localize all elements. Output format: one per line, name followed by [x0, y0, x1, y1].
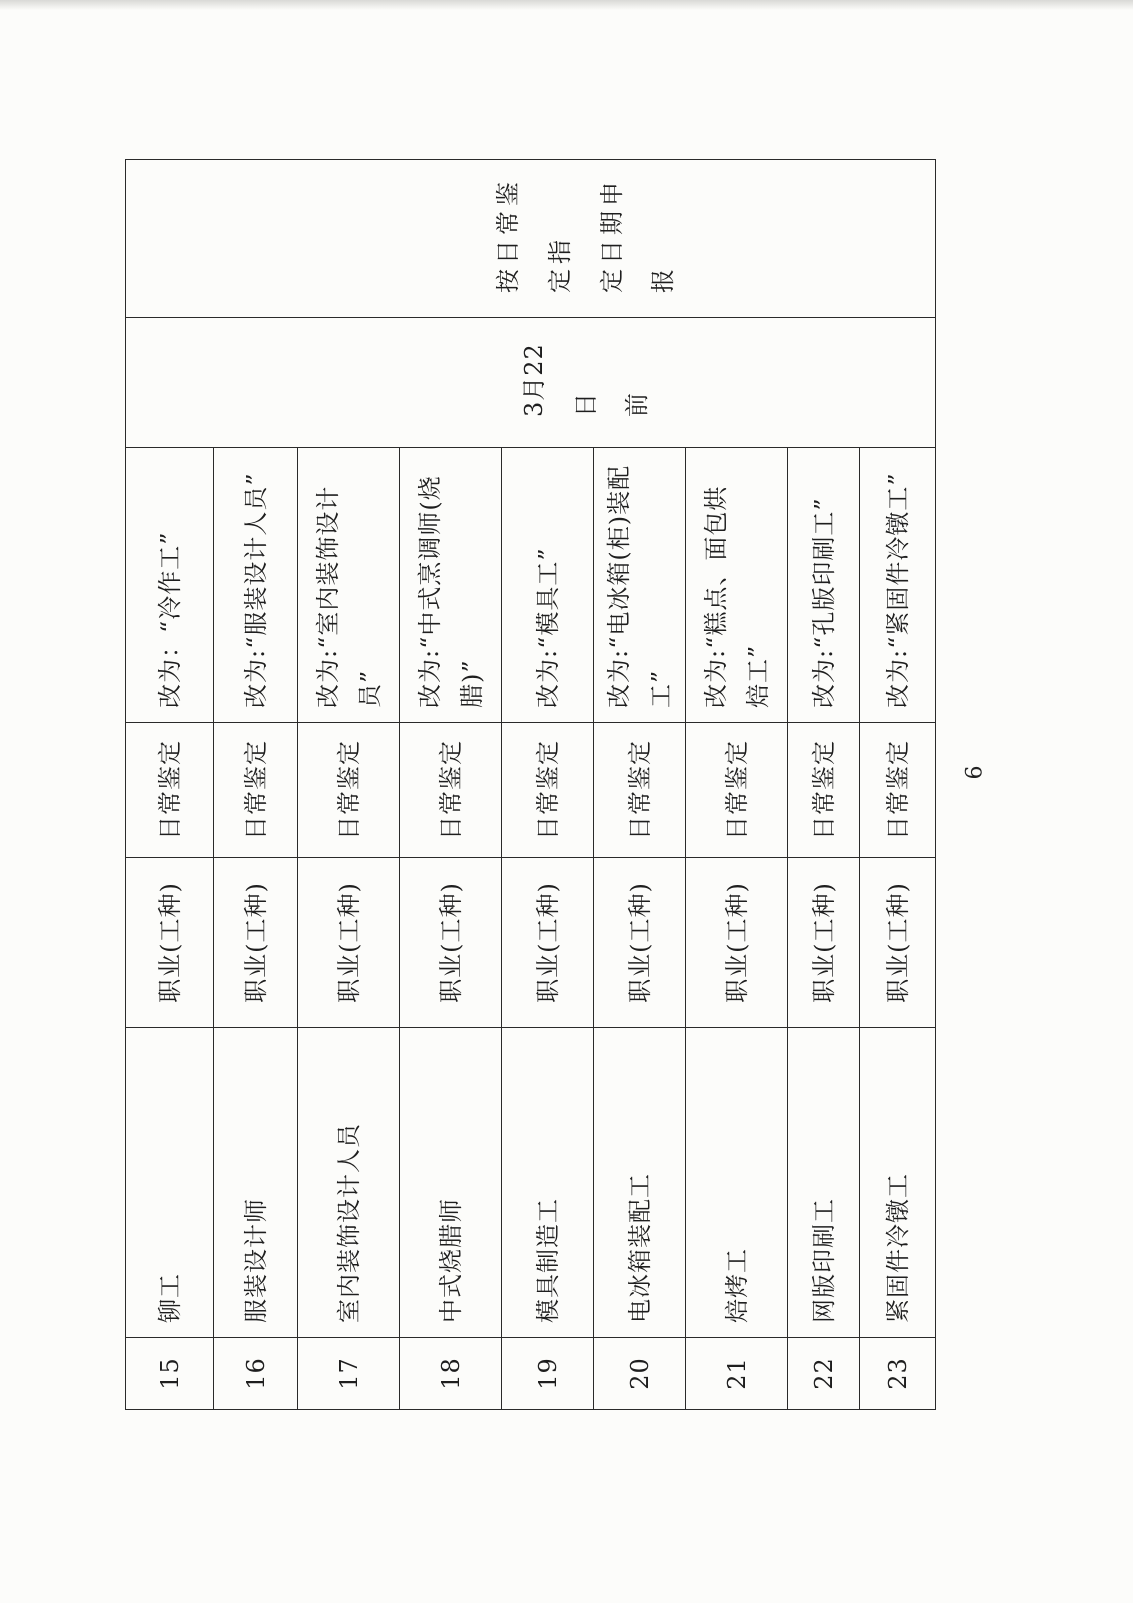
occupation-category: 职业(工种) [298, 858, 400, 1028]
occupation-category: 职业(工种) [126, 858, 214, 1028]
change-note: 改为:“紧固件冷镦工” [860, 448, 936, 723]
assessment-type: 日常鉴定 [400, 723, 502, 858]
occupation-name: 室内装饰设计人员 [298, 1028, 400, 1338]
assessment-type: 日常鉴定 [502, 723, 594, 858]
rotated-table-container [125, 160, 935, 1410]
row-number: 16 [214, 1338, 298, 1410]
assessment-type: 日常鉴定 [686, 723, 788, 858]
assessment-type: 日常鉴定 [126, 723, 214, 858]
occupation-name: 紧固件冷镦工 [860, 1028, 936, 1338]
occupation-category: 职业(工种) [860, 858, 936, 1028]
occupation-name: 焙烤工 [686, 1028, 788, 1338]
row-number: 23 [860, 1338, 936, 1410]
row-number: 15 [126, 1338, 214, 1410]
row-number: 18 [400, 1338, 502, 1410]
application-method-cell [126, 160, 936, 318]
change-note: 改为:“室内装饰设计员” [298, 448, 400, 723]
assessment-type: 日常鉴定 [788, 723, 860, 858]
assessment-type: 日常鉴定 [594, 723, 686, 858]
row-number: 17 [298, 1338, 400, 1410]
change-note: 改为：“冷作工” [126, 448, 214, 723]
change-note: 改为:“中式烹调师(烧腊)” [400, 448, 502, 723]
change-note: 改为:“服装设计人员” [214, 448, 298, 723]
occupation-category: 职业(工种) [400, 858, 502, 1028]
occupation-name: 中式烧腊师 [400, 1028, 502, 1338]
occupation-name: 网版印刷工 [788, 1028, 860, 1338]
application-method-text: 按日常鉴定指 定日期申报 [494, 177, 678, 293]
row-number: 19 [502, 1338, 594, 1410]
deadline-text: 3月22日 前 [520, 343, 652, 417]
assessment-type: 日常鉴定 [860, 723, 936, 858]
deadline-cell [126, 318, 936, 448]
assessment-type: 日常鉴定 [214, 723, 298, 858]
occupation-name: 服装设计师 [214, 1028, 298, 1338]
occupation-table [125, 159, 936, 1410]
table-row [126, 160, 214, 1410]
occupation-category: 职业(工种) [686, 858, 788, 1028]
occupation-name: 铆工 [126, 1028, 214, 1338]
change-note: 改为:“糕点、面包烘焙工” [686, 448, 788, 723]
row-number: 21 [686, 1338, 788, 1410]
assessment-type: 日常鉴定 [298, 723, 400, 858]
occupation-category: 职业(工种) [788, 858, 860, 1028]
occupation-category: 职业(工种) [594, 858, 686, 1028]
change-note: 改为:“模具工” [502, 448, 594, 723]
occupation-name: 模具制造工 [502, 1028, 594, 1338]
scan-edge [0, 0, 1133, 10]
occupation-name: 电冰箱装配工 [594, 1028, 686, 1338]
change-note: 改为:“电冰箱(柜)装配工” [594, 448, 686, 723]
occupation-category: 职业(工种) [502, 858, 594, 1028]
row-number: 20 [594, 1338, 686, 1410]
occupation-category: 职业(工种) [214, 858, 298, 1028]
page-number: 6 [962, 765, 988, 780]
row-number: 22 [788, 1338, 860, 1410]
change-note: 改为:“孔版印刷工” [788, 448, 860, 723]
